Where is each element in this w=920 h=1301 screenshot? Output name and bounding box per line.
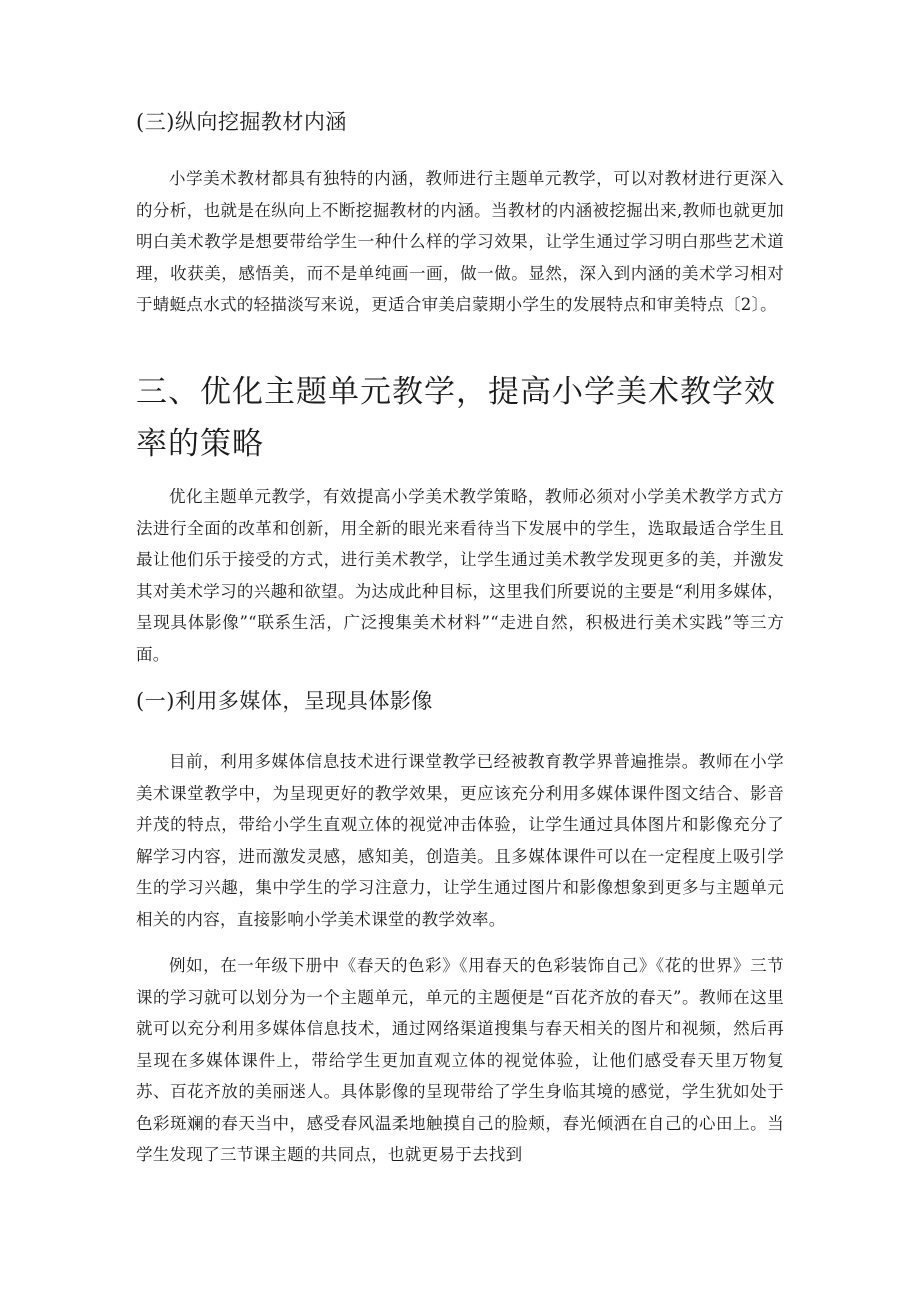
paragraph-3: 目前，利用多媒体信息技术进行课堂教学已经被教育教学界普遍推崇。教师在小学美术课堂教学中，为呈现更好的教学效果，更应该充分利用多媒体课件图文结合、影音并茂的特点，带给小学生直观立体的视觉冲击体验，让学生通过具体图片和影像充分了解学习内容，进而激发灵感，感知美，创造美。且多媒体课件可以在一定程度上吸引学生的学习兴趣，集中学生的学习注意力，让学生通过图片和影像想象到更多与主题单元相关的内容，直接影响小学美术课堂的教学效率。 — [136, 752, 784, 929]
paragraph-4: 例如，在一年级下册中《春天的色彩》《用春天的色彩装饰自己》《花的世界》三节课的学习就可以划分为一个主题单元，单元的主题便是“百花齐放的春天”。教师在这里就可以充分利用多媒体信息技术，通过网络渠道搜集与春天相关的图片和视频，然后再呈现在多媒体课件上，带给学生更加直观立体的视觉体验，让他们感受春天里万物复苏、百花齐放的美丽迷人。具体影像的呈现带给了学生身临其境的感觉，学生犹如处于色彩斑斓的春天当中，感受春风温柔地触摸自己的脸颊，春光倾洒在自己的心田上。当学生发现了三节课主题的共同点，也就更易于去找到 — [136, 956, 784, 1164]
paragraph-1: 小学美术教材都具有独特的内涵，教师进行主题单元教学，可以对教材进行更深入的分析，也就是在纵向上不断挖掘教材的内涵。当教材的内涵被挖掘出来,教师也就更加明白美术教学是想要带给学生一种什么样的学习效果，让学生通过学习明白那些艺术道理，收获美，感悟美，而不是单纯画一画，做一做。显然，深入到内涵的美术学习相对于蜻蜓点水式的轻描淡写来说，更适合审美启蒙期小学生的发展特点和审美特点〔2〕。 — [136, 169, 784, 314]
subsection-heading-3: (三)纵向挖掘教材内涵 — [136, 110, 347, 134]
section-heading-3: 三、优化主题单元教学，提高小学美术教学效率的策略 — [136, 374, 776, 462]
paragraph-2: 优化主题单元教学，有效提高小学美术教学策略，教师必须对小学美术教学方式方法进行全面的改革和创新，用全新的眼光来看待当下发展中的学生，选取最适合学生且最让他们乐于接受的方式，进行美术教学，让学生通过美术教学发现更多的美，并激发其对美术学习的兴趣和欲望。为达成此种目标，这里我们所要说的主要是“利用多媒体，呈现具体影像”“联系生活，广泛搜集美术材料”“走进自然，积极进行美术实践”等三方面。 — [136, 487, 784, 664]
subsection-heading-1: (一)利用多媒体，呈现具体影像 — [136, 689, 433, 713]
